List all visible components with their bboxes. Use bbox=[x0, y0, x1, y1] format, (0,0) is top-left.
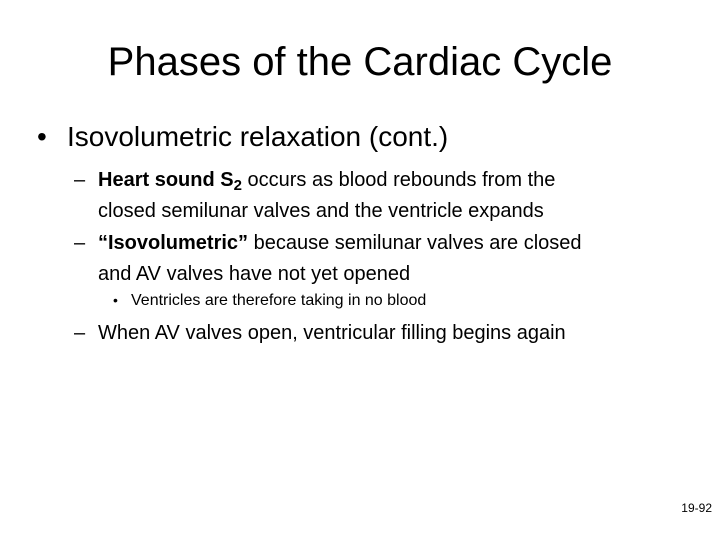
isovolumetric-continuation: and AV valves have not yet opened bbox=[98, 263, 411, 285]
main-bullet-text: Isovolumetric relaxation (cont.) bbox=[67, 121, 449, 152]
av-valves-text: When AV valves open, ventricular filling begins again bbox=[98, 322, 566, 344]
isovolumetric-text: because semilunar valves are closed bbox=[248, 232, 582, 254]
sub-sub-item-no-blood bbox=[113, 290, 426, 311]
no-blood-text: Ventricles are therefore taking in no blood bbox=[131, 292, 427, 309]
sub-item-av-valves bbox=[74, 318, 566, 349]
slide-title: Phases of the Cardiac Cycle bbox=[107, 40, 613, 84]
dash-mark: – bbox=[74, 169, 86, 191]
heart-sound-continuation: closed semilunar valves and the ventricle expands bbox=[98, 200, 544, 222]
sub-item-heart-sound bbox=[74, 165, 555, 227]
dash-mark: – bbox=[74, 232, 86, 254]
sub-item-isovolumetric bbox=[74, 228, 582, 290]
main-bullet bbox=[37, 120, 448, 154]
heart-sound-label-text: Heart sound S bbox=[98, 169, 234, 191]
heart-sound-subscript: 2 bbox=[233, 177, 242, 194]
heart-sound-label bbox=[98, 169, 242, 194]
bullet-mark: • bbox=[37, 121, 47, 152]
dash-mark: – bbox=[74, 322, 86, 344]
isovolumetric-label: “Isovolumetric” bbox=[98, 232, 249, 254]
heart-sound-text: occurs as blood rebounds from the bbox=[241, 169, 556, 191]
page-number: 19-92 bbox=[681, 501, 712, 515]
sub-bullet-mark: • bbox=[113, 292, 118, 308]
